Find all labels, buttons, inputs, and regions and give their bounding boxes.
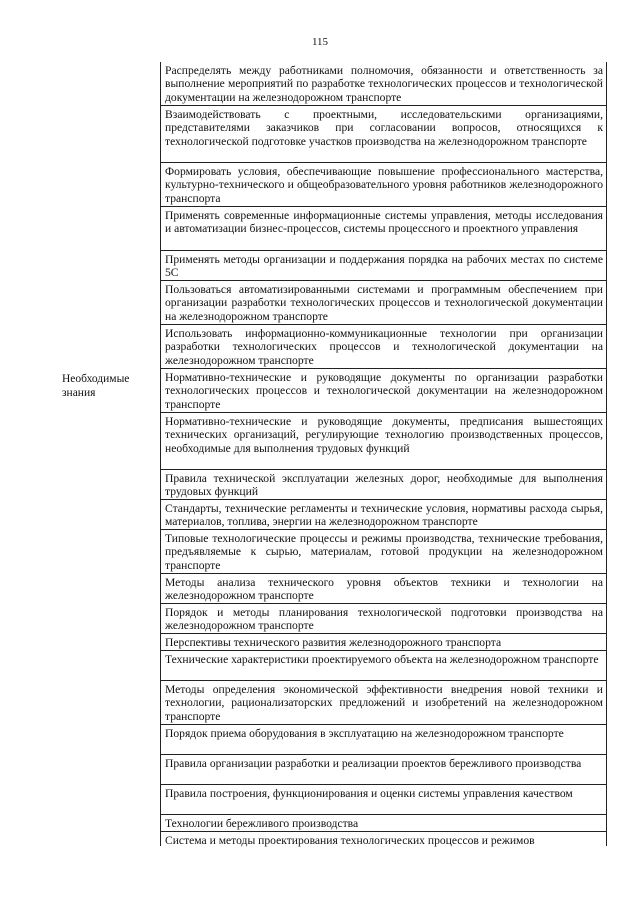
table-row: Применять методы организации и поддержания порядка на рабочих местах по системе 5С — [161, 251, 606, 281]
table-row: Перспективы технического развития железнодорожного транспорта — [161, 634, 606, 651]
requirements-table — [58, 62, 607, 846]
items-column — [161, 62, 606, 846]
table-row: Технические характеристики проектируемого объекта на железнодорожном транспорте — [161, 651, 606, 681]
table-row: Правила технической эксплуатации железных дорог, необходимые для выполнения трудовых функций — [161, 470, 606, 500]
table-row: Нормативно-технические и руководящие документы по организации разработки технологических процессов и технологической документации на железнодорожном транспорте — [161, 369, 606, 413]
table-row: Пользоваться автоматизированными системами и программным обеспечением при организации разработки технологических процессов и технологической документации на железнодорожном транспорте — [161, 281, 606, 325]
table-row: Порядок приема оборудования в эксплуатацию на железнодорожном транспорте — [161, 725, 606, 755]
table-row: Взаимодействовать с проектными, исследовательскими организациями, представителями заказчиков при согласовании вопросов, относящихся к технологической подготовке участков производства на железнодорожном транспорте — [161, 106, 606, 163]
table-row: Применять современные информационные системы управления, методы исследования и автоматизации бизнес-процессов, системы процессного и проектного управления — [161, 207, 606, 251]
table-row: Порядок и методы планирования технологической подготовки производства на железнодорожном транспорте — [161, 604, 606, 634]
table-row: Формировать условия, обеспечивающие повышение профессионального мастерства, культурно-технического и общеобразовательного уровня работников железнодорожного транспорта — [161, 163, 606, 207]
table-row: Правила организации разработки и реализации проектов бережливого производства — [161, 755, 606, 785]
page-number: 115 — [311, 36, 329, 48]
table-row: Технологии бережливого производства — [161, 815, 606, 832]
table-row: Правила построения, функционирования и оценки системы управления качеством — [161, 785, 606, 815]
table-row: Система и методы проектирования технологических процессов и режимов — [165, 834, 535, 847]
table-row: Использовать информационно-коммуникационные технологии при организации разработки технологических процессов и технологической документации на железнодорожном транспорте — [161, 325, 606, 369]
table-row: Распределять между работниками полномочия, обязанности и ответственность за выполнение мероприятий по разработке технологических процессов и технологической документации на железнодорожном транспорте — [161, 62, 606, 106]
table-row: Методы определения экономической эффективности внедрения новой техники и технологии, рационализаторских предложений и изобретений на железнодорожном транспорте — [161, 681, 606, 725]
table-row: Методы анализа технического уровня объектов техники и технологии на железнодорожном транспорте — [161, 574, 606, 604]
category-column — [58, 62, 161, 846]
category-label: Необходимые знания — [62, 373, 130, 399]
table-row: Нормативно-технические и руководящие документы, предписания вышестоящих технических организаций, регулирующие технологию производственных процессов, необходимые для выполнения трудовых функций — [161, 413, 606, 470]
table-row: Стандарты, технические регламенты и технические условия, нормативы расхода сырья, материалов, топлива, энергии на железнодорожном транспорте — [161, 500, 606, 530]
table-row: Типовые технологические процессы и режимы производства, технические требования, предъявляемые к сырью, материалам, готовой продукции на железнодорожном транспорте — [161, 530, 606, 574]
